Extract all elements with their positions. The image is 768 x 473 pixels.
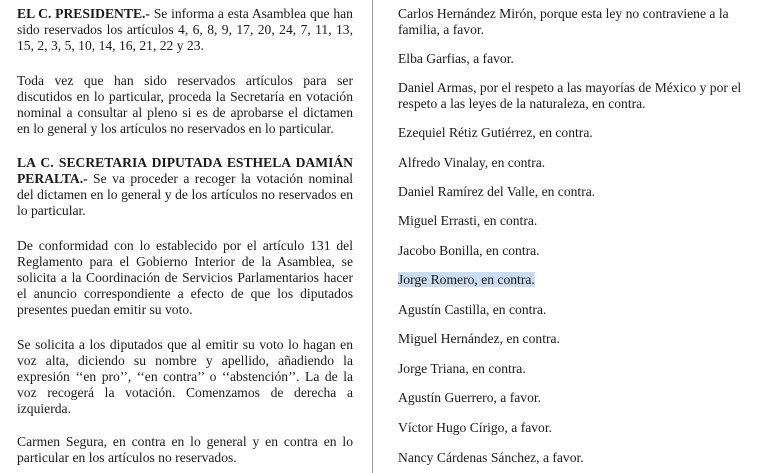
speaker-name: LA C. SECRETARIA DIPUTADA ESTHELA DAMIÁN PERALTA.-	[17, 155, 353, 186]
paragraph-text: Se va proceder a recoger la votación nominal del dictamen en lo general y de los artículos no reservados en lo particular.	[17, 171, 353, 218]
vote-entry: Alfredo Vinalay, en contra.	[398, 155, 546, 170]
vote-entry: Carmen Segura, en contra en lo general y en contra en lo particular en los artículos no reservados.	[17, 434, 353, 465]
vote-entry-highlighted[interactable]	[398, 272, 748, 288]
selected-text[interactable]: Jorge Romero, en contra.	[398, 272, 535, 287]
vote-entry: Miguel Hernández, en contra.	[398, 331, 560, 346]
vote-entry: Elba Garfias, a favor.	[398, 51, 514, 66]
vote-entry: Agustín Guerrero, a favor.	[398, 390, 542, 405]
vote-entry: Miguel Errasti, en contra.	[398, 213, 538, 228]
paragraph: Se solicita a los diputados que al emitir su voto lo hagan en voz alta, diciendo su nombre y apellido, añadiendo la expresión ‘‘en pro’’, ‘‘en contra’’ o ‘‘abstención’’. La de la voz recogerá la votación. Comenzamos de derecha a izquierda.	[17, 337, 353, 416]
paragraph: Toda vez que han sido reservados artículos para ser discutidos en lo particular, proceda la Secretaría en votación nominal a consultar al pleno si es de aprobarse el dictamen en lo general y los artículos no reservados en lo particular.	[17, 73, 353, 136]
president-paragraph	[17, 6, 353, 54]
secretary-paragraph	[17, 155, 353, 219]
vote-entry: Daniel Armas, por el respeto a las mayorías de México y por el respeto a las leyes de la naturaleza, en contra.	[398, 80, 742, 111]
vote-entry: Nancy Cárdenas Sánchez, a favor.	[398, 450, 584, 465]
paragraph: De conformidad con lo establecido por el artículo 131 del Reglamento para el Gobierno Interior de la Asamblea, se solicita a la Coordinación de Servicios Parlamentarios hacer el anuncio correspondiente a efecto de que los diputados presentes puedan emitir su voto.	[17, 238, 353, 317]
vote-entry: Jorge Triana, en contra.	[398, 361, 526, 376]
vote-entry: Daniel Ramírez del Valle, en contra.	[398, 184, 596, 199]
vote-entry: Víctor Hugo Círigo, a favor.	[398, 420, 553, 435]
vote-entry: Jacobo Bonilla, en contra.	[398, 243, 540, 258]
vote-entry: Ezequiel Rétiz Gutiérrez, en contra.	[398, 125, 593, 140]
paragraph-text: Se informa a esta Asamblea que han sido reservados los artículos 4, 6, 8, 9, 17, 20, 24, 7, 11, 13, 15, 2, 3, 5, 10, 14, 16, 21, 22 y 23.	[17, 6, 353, 53]
speaker-name: EL C. PRESIDENTE.-	[17, 6, 150, 21]
column-divider	[372, 0, 373, 473]
vote-entry: Carlos Hernández Mirón, porque esta ley no contraviene a la familia, a favor.	[398, 6, 729, 37]
vote-entry: Agustín Castilla, en contra.	[398, 302, 547, 317]
